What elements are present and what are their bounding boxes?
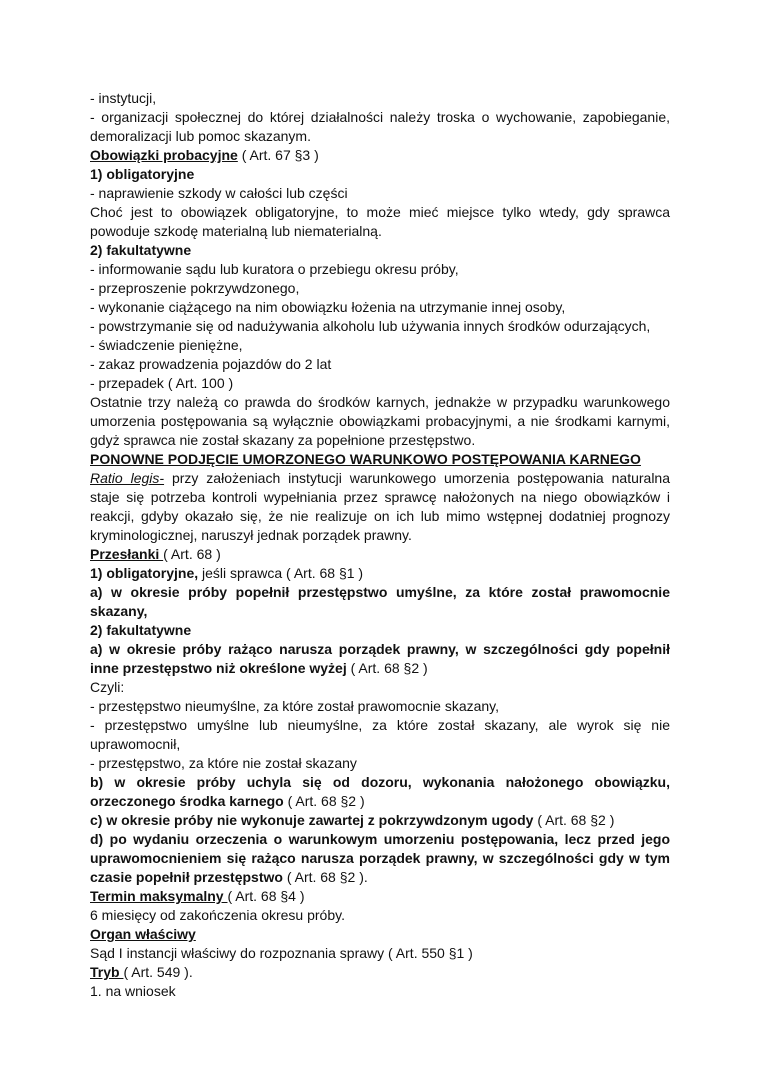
section-procedure [90, 963, 670, 982]
subheading-obligatory: 1) obligatoryjne [90, 166, 195, 182]
ratio-legis-label: Ratio legis- [90, 470, 165, 486]
condition-text: b) w okresie próby uchyla się od dozoru, wykonania nałożonego obowiązku, orzeczonego środka karnego [90, 774, 670, 809]
list-item: - przeproszenie pokrzywdzonego, [90, 280, 300, 296]
list-item-institutions: - instytucji, [90, 90, 157, 106]
condition-text: a) w okresie próby rażąco narusza porządek prawny, w szczególności gdy popełnił inne przestępstwo niż określone wyżej [90, 641, 670, 676]
article-reference: ( Art. 67 §3 ) [237, 147, 319, 163]
subheading-optional: 2) fakultatywne [90, 242, 192, 258]
competent-body-text: Sąd I instancji właściwy do rozpoznania sprawy ( Art. 550 §1 ) [90, 945, 473, 961]
section-title: Termin maksymalny [90, 888, 228, 904]
list-item: - zakaz prowadzenia pojazdów do 2 lat [90, 356, 332, 372]
section-title: Przesłanki [90, 546, 164, 562]
list-item-unintentional: - przestępstwo nieumyślne, za które został prawomocnie skazany, [90, 698, 500, 714]
list-item-damage-repair: - naprawienie szkody w całości lub części [90, 185, 348, 201]
list-item: - przepadek ( Art. 100 ) [90, 375, 234, 391]
section-heading-resumption: PONOWNE PODJĘCIE UMORZONEGO WARUNKOWO POSTĘPOWANIA KARNEGO [90, 451, 641, 467]
subheading-obligatory-2 [90, 564, 670, 583]
article-reference: ( Art. 549 ). [123, 964, 193, 980]
section-competent-body: Organ właściwy [90, 926, 196, 942]
condition-d [90, 830, 670, 887]
condition-a-optional [90, 640, 670, 678]
list-item-not-final: - przestępstwo umyślne lub nieumyślne, za które został skazany, ale wyrok się nie uprawomocnił, [90, 717, 670, 752]
czyli-label: Czyli: [90, 679, 125, 695]
optional-duties-list [90, 260, 670, 393]
article-reference: ( Art. 68 §2 ) [346, 660, 428, 676]
condition-b [90, 773, 670, 811]
list-item: - świadczenie pieniężne, [90, 337, 243, 353]
list-item: - wykonanie ciążącego na nim obowiązku łożenia na utrzymanie innej osoby, [90, 299, 566, 315]
condition-c [90, 811, 670, 830]
max-term-text: 6 miesięcy od zakończenia okresu próby. [90, 907, 345, 923]
subheading-optional-2: 2) fakultatywne [90, 622, 192, 638]
condition-text: d) po wydaniu orzeczenia o warunkowym umorzeniu postępowania, lecz przed jego uprawomocnieniem się rażąco narusza porządek prawny, w szczególności gdy w tym czasie popełnił przestępstwo [90, 831, 670, 885]
article-reference: ( Art. 68 §2 ) [533, 812, 615, 828]
paragraph-ratio-legis [90, 469, 670, 545]
procedure-item-1: 1. na wniosek [90, 983, 176, 999]
article-reference: ( Art. 68 ) [163, 546, 221, 562]
subheading-rest: jeśli sprawca ( Art. 68 §1 ) [198, 565, 364, 581]
list-item: - powstrzymanie się od nadużywania alkoholu lub używania innych środków odurzających, [90, 318, 651, 334]
list-item-not-convicted: - przestępstwo, za które nie został skazany [90, 755, 357, 771]
condition-a-obligatory: a) w okresie próby popełnił przestępstwo umyślne, za które został prawomocnie skazany, [90, 584, 670, 619]
list-item-social-organization: - organizacji społecznej do której działalności należy troska o wychowanie, zapobieganie, demoralizacji lub pomoc skazanym. [90, 109, 670, 144]
subheading-label: 1) obligatoryjne, [90, 565, 199, 581]
section-title: Tryb [90, 964, 124, 980]
section-probation-duties [90, 146, 670, 165]
article-reference: ( Art. 68 §2 ) [283, 793, 365, 809]
paragraph-last-three: Ostatnie trzy należą co prawda do środków karnych, jednakże w przypadku warunkowego umorzenia postępowania są wyłącznie obowiązkami probacyjnymi, a nie środkami karnymi, gdyż sprawca nie został skazany za popełnione przestępstwo. [90, 394, 670, 448]
document-page [90, 89, 670, 1001]
article-reference: ( Art. 68 §4 ) [227, 888, 305, 904]
list-item: - informowanie sądu lub kuratora o przebiegu okresu próby, [90, 261, 459, 277]
condition-text: c) w okresie próby nie wykonuje zawartej z pokrzywdzonym ugody [90, 812, 534, 828]
section-title: Obowiązki probacyjne [90, 147, 238, 163]
article-reference: ( Art. 68 §2 ). [282, 869, 368, 885]
section-prerequisites [90, 545, 670, 564]
section-max-term [90, 887, 670, 906]
ratio-legis-text: przy założeniach instytucji warunkowego umorzenia postępowania naturalna staje się potrzeba kontroli wypełniania przez sprawcę nałożonych na niego obowiązków i reakcji, gdyby okazało się, że nie realizuje on ich lub mimo wstępnej dodatniej prognozy kryminologicznej, naruszył jednak porządek prawny. [90, 470, 670, 543]
paragraph-obligatory-note: Choć jest to obowiązek obligatoryjne, to może mieć miejsce tylko wtedy, gdy sprawca powoduje szkodę materialną lub niematerialną. [90, 204, 670, 239]
